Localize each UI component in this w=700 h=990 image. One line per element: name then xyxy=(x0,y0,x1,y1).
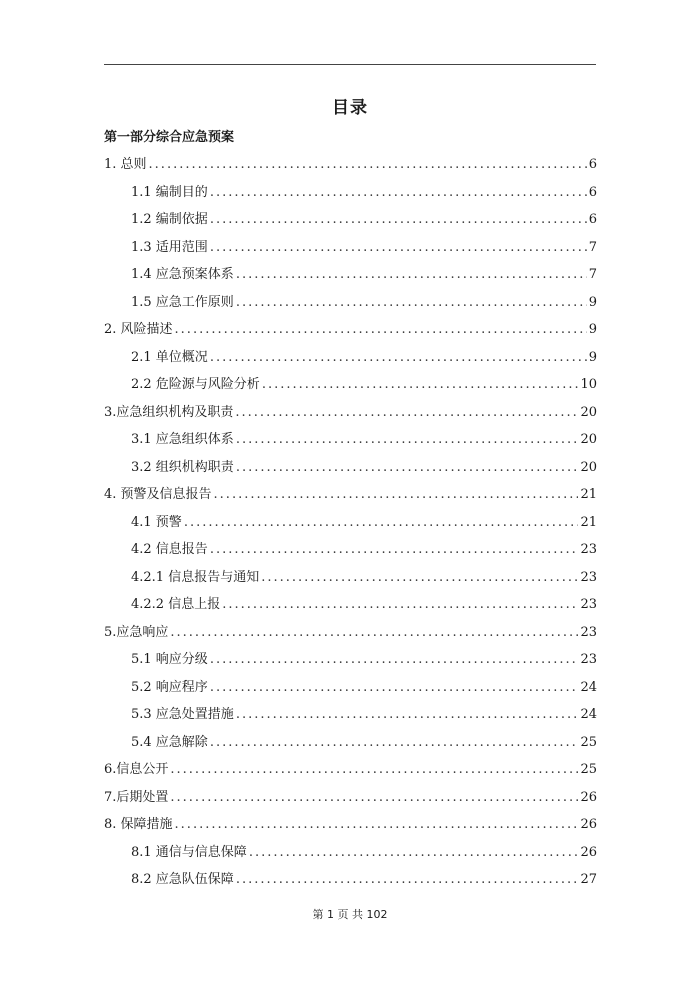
toc-dot-leader xyxy=(236,701,579,729)
toc-dot-leader xyxy=(170,784,578,812)
toc-entry[interactable] xyxy=(104,399,597,427)
toc-entry[interactable] xyxy=(104,454,597,482)
toc-entry-page-number: 24 xyxy=(580,679,597,695)
toc-entry-label: 5.2 响应程序 xyxy=(131,679,208,695)
toc-dot-leader xyxy=(170,619,578,647)
toc-entry[interactable] xyxy=(104,756,597,784)
toc-entry[interactable] xyxy=(104,179,597,207)
toc-dot-leader xyxy=(236,454,579,482)
toc-entry-label: 3.应急组织机构及职责 xyxy=(104,404,234,420)
toc-dot-leader xyxy=(236,426,579,454)
toc-entry-page-number: 7 xyxy=(588,239,597,255)
toc-entry-label: 3.1 应急组织体系 xyxy=(131,432,234,447)
toc-entry-page-number: 27 xyxy=(580,872,597,887)
toc-dot-leader xyxy=(236,866,579,894)
toc-entry-page-number: 9 xyxy=(588,294,597,310)
toc-entry[interactable] xyxy=(104,811,597,839)
toc-entry[interactable] xyxy=(104,206,597,234)
toc-entry-page-number: 6 xyxy=(588,212,597,227)
toc-entry[interactable] xyxy=(104,509,597,537)
toc-entry[interactable] xyxy=(104,674,597,702)
toc-dot-leader xyxy=(235,399,578,427)
toc-entry-page-number: 6 xyxy=(588,184,597,200)
toc-entry-label: 5.应急响应 xyxy=(104,624,169,640)
toc-entry-label: 4.2.1 信息报告与通知 xyxy=(131,569,260,585)
toc-dot-leader xyxy=(149,151,587,179)
toc-dot-leader xyxy=(210,344,587,372)
toc-entry-label: 8.1 通信与信息保障 xyxy=(131,844,247,860)
toc-entry[interactable] xyxy=(104,261,597,289)
toc-entry-page-number: 26 xyxy=(580,844,597,860)
toc-entry-label: 4. 预警及信息报告 xyxy=(104,487,212,502)
toc-entry-label: 5.3 应急处置措施 xyxy=(131,707,234,722)
toc-entry[interactable] xyxy=(104,866,597,894)
toc-entry[interactable] xyxy=(104,646,597,674)
toc-entry-label: 8. 保障措施 xyxy=(104,817,173,832)
toc-dot-leader xyxy=(210,674,579,702)
toc-dot-leader xyxy=(184,509,579,537)
toc-entry[interactable] xyxy=(104,564,597,592)
toc-dot-leader xyxy=(210,536,579,564)
toc-entry-label: 1.2 编制依据 xyxy=(131,212,208,227)
toc-entry[interactable] xyxy=(104,481,597,509)
toc-entry[interactable] xyxy=(104,234,597,262)
toc-dot-leader xyxy=(236,261,587,289)
toc-dot-leader xyxy=(175,811,579,839)
toc-entry-label: 6.信息公开 xyxy=(104,762,169,777)
toc-entry[interactable] xyxy=(104,151,597,179)
toc-entry-page-number: 23 xyxy=(580,597,597,612)
toc-entry[interactable] xyxy=(104,371,597,399)
toc-entry-label: 5.1 响应分级 xyxy=(131,652,208,667)
toc-entry-label: 2.2 危险源与风险分析 xyxy=(131,377,260,392)
toc-entry-page-number: 6 xyxy=(588,157,597,172)
toc-title: 目录 xyxy=(332,98,368,118)
toc-entry-label: 4.2.2 信息上报 xyxy=(131,597,221,612)
toc-entry[interactable] xyxy=(104,316,597,344)
toc-entry-page-number: 9 xyxy=(588,349,597,365)
toc-entry-page-number: 23 xyxy=(580,569,597,585)
toc-entry-page-number: 23 xyxy=(580,652,597,667)
table-of-contents xyxy=(104,151,597,894)
toc-dot-leader xyxy=(210,179,587,207)
toc-dot-leader xyxy=(261,564,578,592)
toc-entry-page-number: 21 xyxy=(580,487,597,502)
toc-entry[interactable] xyxy=(104,729,597,757)
toc-entry-page-number: 20 xyxy=(580,404,597,420)
toc-entry-label: 2. 风险描述 xyxy=(104,322,173,337)
toc-entry[interactable] xyxy=(104,426,597,454)
toc-dot-leader xyxy=(236,289,587,317)
toc-entry-page-number: 7 xyxy=(588,267,597,282)
toc-entry-page-number: 20 xyxy=(580,432,597,447)
toc-entry[interactable] xyxy=(104,289,597,317)
toc-entry-page-number: 9 xyxy=(588,322,597,337)
toc-entry-page-number: 10 xyxy=(580,377,597,392)
toc-entry-page-number: 20 xyxy=(580,459,597,475)
toc-dot-leader xyxy=(214,481,579,509)
toc-entry-page-number: 24 xyxy=(580,707,597,722)
toc-entry[interactable] xyxy=(104,784,597,812)
header-rule xyxy=(104,64,596,65)
toc-entry-page-number: 25 xyxy=(580,734,597,750)
page-footer: 第 1 页 共 102 xyxy=(312,908,388,921)
toc-dot-leader xyxy=(210,729,579,757)
toc-entry-page-number: 26 xyxy=(580,789,597,805)
toc-dot-leader xyxy=(210,234,587,262)
toc-dot-leader xyxy=(170,756,578,784)
toc-dot-leader xyxy=(262,371,579,399)
toc-entry-page-number: 26 xyxy=(580,817,597,832)
toc-entry-page-number: 23 xyxy=(580,542,597,557)
toc-entry-label: 1.1 编制目的 xyxy=(131,184,208,200)
toc-entry-label: 1.5 应急工作原则 xyxy=(131,294,234,310)
toc-dot-leader xyxy=(249,839,579,867)
toc-dot-leader xyxy=(210,206,587,234)
toc-entry-label: 2.1 单位概况 xyxy=(131,349,208,365)
toc-entry-label: 5.4 应急解除 xyxy=(131,734,208,750)
toc-entry-label: 1.3 适用范围 xyxy=(131,239,208,255)
toc-entry-page-number: 23 xyxy=(580,624,597,640)
toc-entry[interactable] xyxy=(104,701,597,729)
toc-entry-page-number: 25 xyxy=(580,762,597,777)
toc-entry-label: 4.2 信息报告 xyxy=(131,542,208,557)
toc-entry-label: 3.2 组织机构职责 xyxy=(131,459,234,475)
toc-dot-leader xyxy=(175,316,587,344)
toc-entry[interactable] xyxy=(104,591,597,619)
toc-entry[interactable] xyxy=(104,619,597,647)
toc-entry-label: 1. 总则 xyxy=(104,157,147,172)
toc-entry-label: 1.4 应急预案体系 xyxy=(131,267,234,282)
toc-entry[interactable] xyxy=(104,536,597,564)
toc-entry-label: 7.后期处置 xyxy=(104,789,169,805)
toc-entry-label: 8.2 应急队伍保障 xyxy=(131,872,234,887)
toc-dot-leader xyxy=(222,591,578,619)
part-title: 第一部分综合应急预案 xyxy=(104,130,235,145)
toc-entry[interactable] xyxy=(104,839,597,867)
toc-entry[interactable] xyxy=(104,344,597,372)
toc-entry-page-number: 21 xyxy=(580,514,597,530)
toc-dot-leader xyxy=(210,646,579,674)
toc-entry-label: 4.1 预警 xyxy=(131,514,182,530)
